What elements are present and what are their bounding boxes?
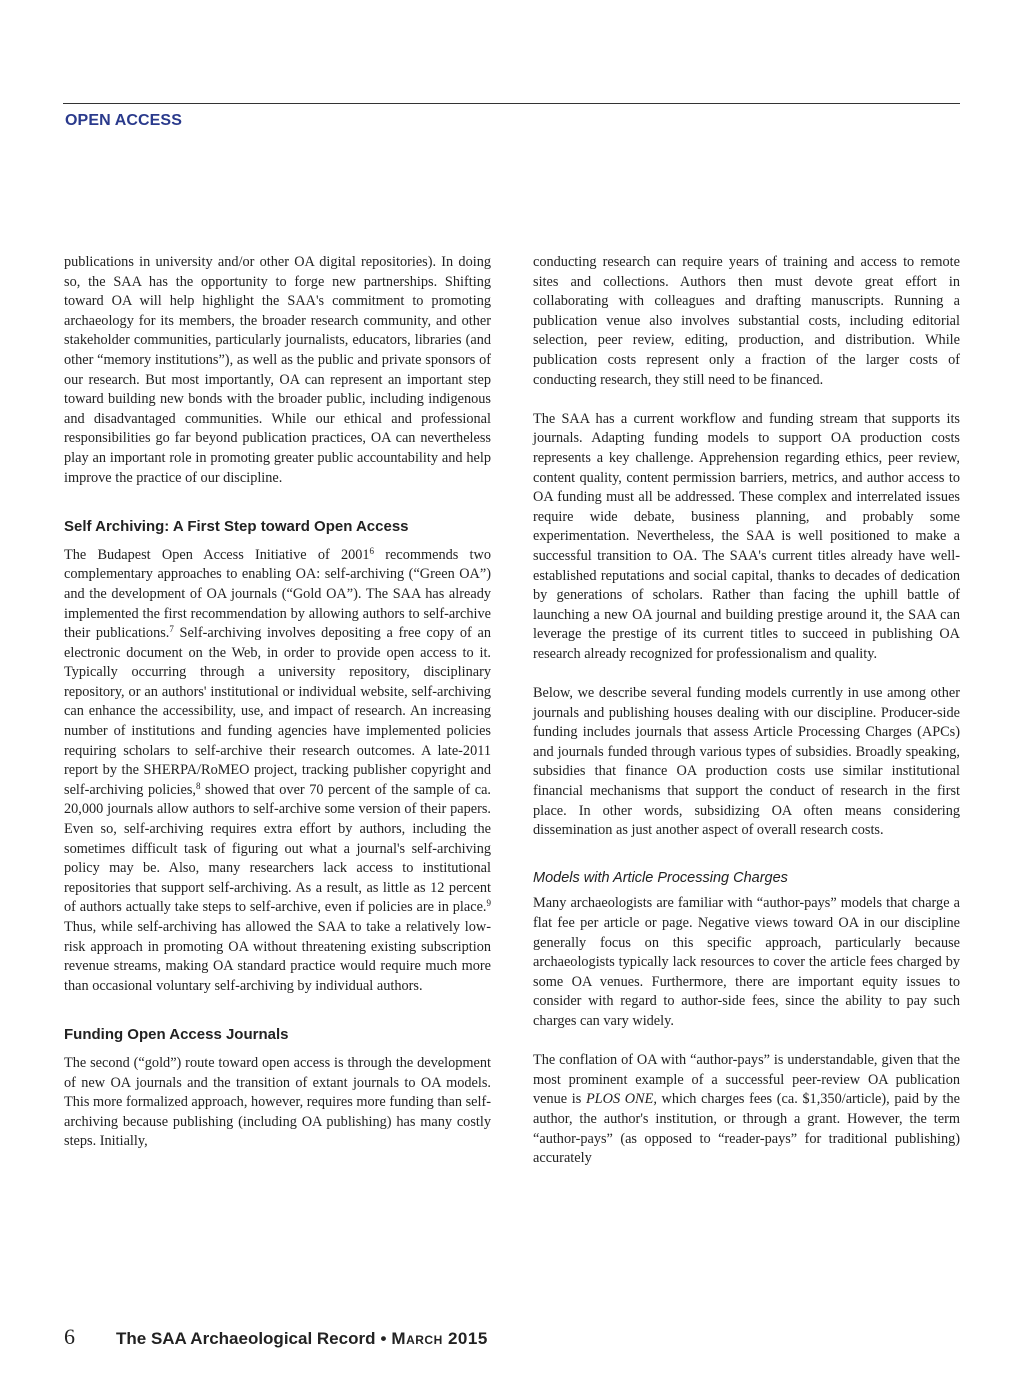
- right-paragraph-4: Many archaeologists are familiar with “author-pays” models that charge a flat fee per article or page. Negative views toward OA in our discipline generally focus on this specific approach, particularly because archaeologists typically lack resources to cover the article fees charged by some OA venues. Furthermore, there are important equity issues to consider with regard to author-side fees, since the ability to pay such charges can vary widely.: [533, 895, 960, 1029]
- right-paragraph-5: The conflation of OA with “author-pays” is understandable, given that the most prominent example of a successful peer-review OA publication venue is PLOS ONE, which charges fees (ca. $1,350/article), paid by the author, the author's institution, or through a grant. However, the term “author-pays” (as opposed to “reader-pays” for traditional publishing) accurately: [533, 1052, 960, 1167]
- page-number: 6: [64, 1324, 75, 1349]
- header-rule: [63, 103, 960, 104]
- heading-funding-oa-journals: Funding Open Access Journals: [64, 1025, 289, 1043]
- footnote-ref-9[interactable]: 9: [486, 898, 491, 909]
- right-paragraph-1: conducting research can require years of training and access to remote sites and collections. Authors then must devote great effort in collaborating with colleagues and drafting manuscripts. Running a publication venue also involves substantial costs, including editorial selection, peer review, editing, production, and distribution. While publication costs represent only a fraction of the larger costs of conducting research, they still need to be financed.: [533, 254, 960, 388]
- left-column: [64, 253, 491, 1152]
- left-paragraph-2: The Budapest Open Access Initiative of 2001$^6$ recommends two complementary approaches to enabling OA: self-archiving (“Green OA”) and the development of OA journals (“Gold OA”). The SAA has already implemented the first recommendation by allowing authors to self-archive their publications.$^7$ Self-archiving involves depositing a free copy of an electronic document on the Web, in order to provide open access to it. Typically occurring through a university repository, disciplinary repository, or an authors' institutional or individual website, self-archiving can enhance the accessibility, use, and impact of research. An increasing number of institutions and funding agencies have implemented policies requiring scholars to self-archive their research outcomes. A late-2011 report by the SHERPA/RoMEO project, tracking publisher copyright and self-archiving policies,$^8$ showed that over 70 percent of the sample of ca. 20,000 journals allow authors to self-archive some version of their papers. Even so, self-archiving requires extra effort by authors, including the sometimes difficult task of figuring out what a journal's self-archiving policy may be. Also, many researchers lack access to institutional repositories that support self-archiving. As a result, as little as 12 percent of authors actually take steps to self-archive, even if policies are in place.$^9$ Thus, while self-archiving has allowed the SAA to take a relatively low-risk approach in promoting OA without threatening existing subscription revenue streams, making OA standard practice would require much more than occasional voluntary self-archiving by individual authors.: [64, 545, 491, 994]
- footnote-ref-8[interactable]: 8: [196, 780, 201, 791]
- subheading-apc-models: Models with Article Processing Charges: [533, 870, 788, 887]
- left-paragraph-3: The second (“gold”) route toward open access is through the development of new OA journals and the transition of extant journals to OA models. This more formalized approach, however, requires more funding than self-archiving because publishing (including OA publishing) has many costly steps. Initially,: [64, 1054, 491, 1150]
- heading-self-archiving: Self Archiving: A First Step toward Open Access: [64, 517, 409, 535]
- footer-issue: March 2015: [391, 1329, 488, 1348]
- page-footer: [64, 1324, 488, 1354]
- journal-name: PLOS ONE,: [585, 1091, 657, 1108]
- right-column: [533, 253, 960, 1169]
- section-label: OPEN ACCESS: [65, 112, 182, 129]
- footnote-ref-7[interactable]: 7: [169, 624, 174, 635]
- footer-publication: The SAA Archaeological Record • March 2015: [116, 1329, 488, 1348]
- footer-bullet: •: [380, 1329, 387, 1348]
- right-paragraph-2: The SAA has a current workflow and funding stream that supports its journals. Adapting funding models to support OA production costs represents a key challenge. Apprehension regarding ethics, peer review, content quality, content permission barriers, metrics, and author access to OA funding must all be addressed. These complex and interrelated issues require wide debate, business planning, and probably some experimentation. Nevertheless, the SAA is well positioned to make a successful transition to OA. The SAA's current titles already have well-established reputations and social capital, thanks to decades of dedication by generations of scholars. Rather than facing the uphill battle of launching a new OA journal and building prestige around it, the SAA can leverage the prestige of its current titles to succeed in publishing OA research already recognized for professionalism and quality.: [533, 410, 960, 662]
- left-paragraph-1: publications in university and/or other OA digital repositories). In doing so, the SAA has the opportunity to forge new partnerships. Shifting toward OA will help highlight the SAA's commitment to promoting archaeology for its members, the broader research community, and other stakeholder communities, particularly journalists, educators, libraries (and other “memory institutions”), as well as the public and private sponsors of our research. But most importantly, OA can represent an important step toward building new bonds with the broader public, including indigenous and disadvantaged communities. While our ethical and professional responsibilities go far beyond publication practices, OA can nevertheless play an important role in promoting greater public accountability and help improve the practice of our discipline.: [64, 254, 491, 486]
- footnote-ref-6[interactable]: 6: [369, 545, 375, 556]
- right-paragraph-3: Below, we describe several funding models currently in use among other journals and publishing houses dealing with our discipline. Producer-side funding includes journals that assess Article Processing Charges (APCs) and journals funded through various types of subsidies. Broadly speaking, subsidies that finance OA production costs use similar institutional financial mechanisms that support the conduct of research in the first place. In other words, subsidizing OA often means considering dissemination as just another aspect of overall research costs.: [533, 685, 960, 839]
